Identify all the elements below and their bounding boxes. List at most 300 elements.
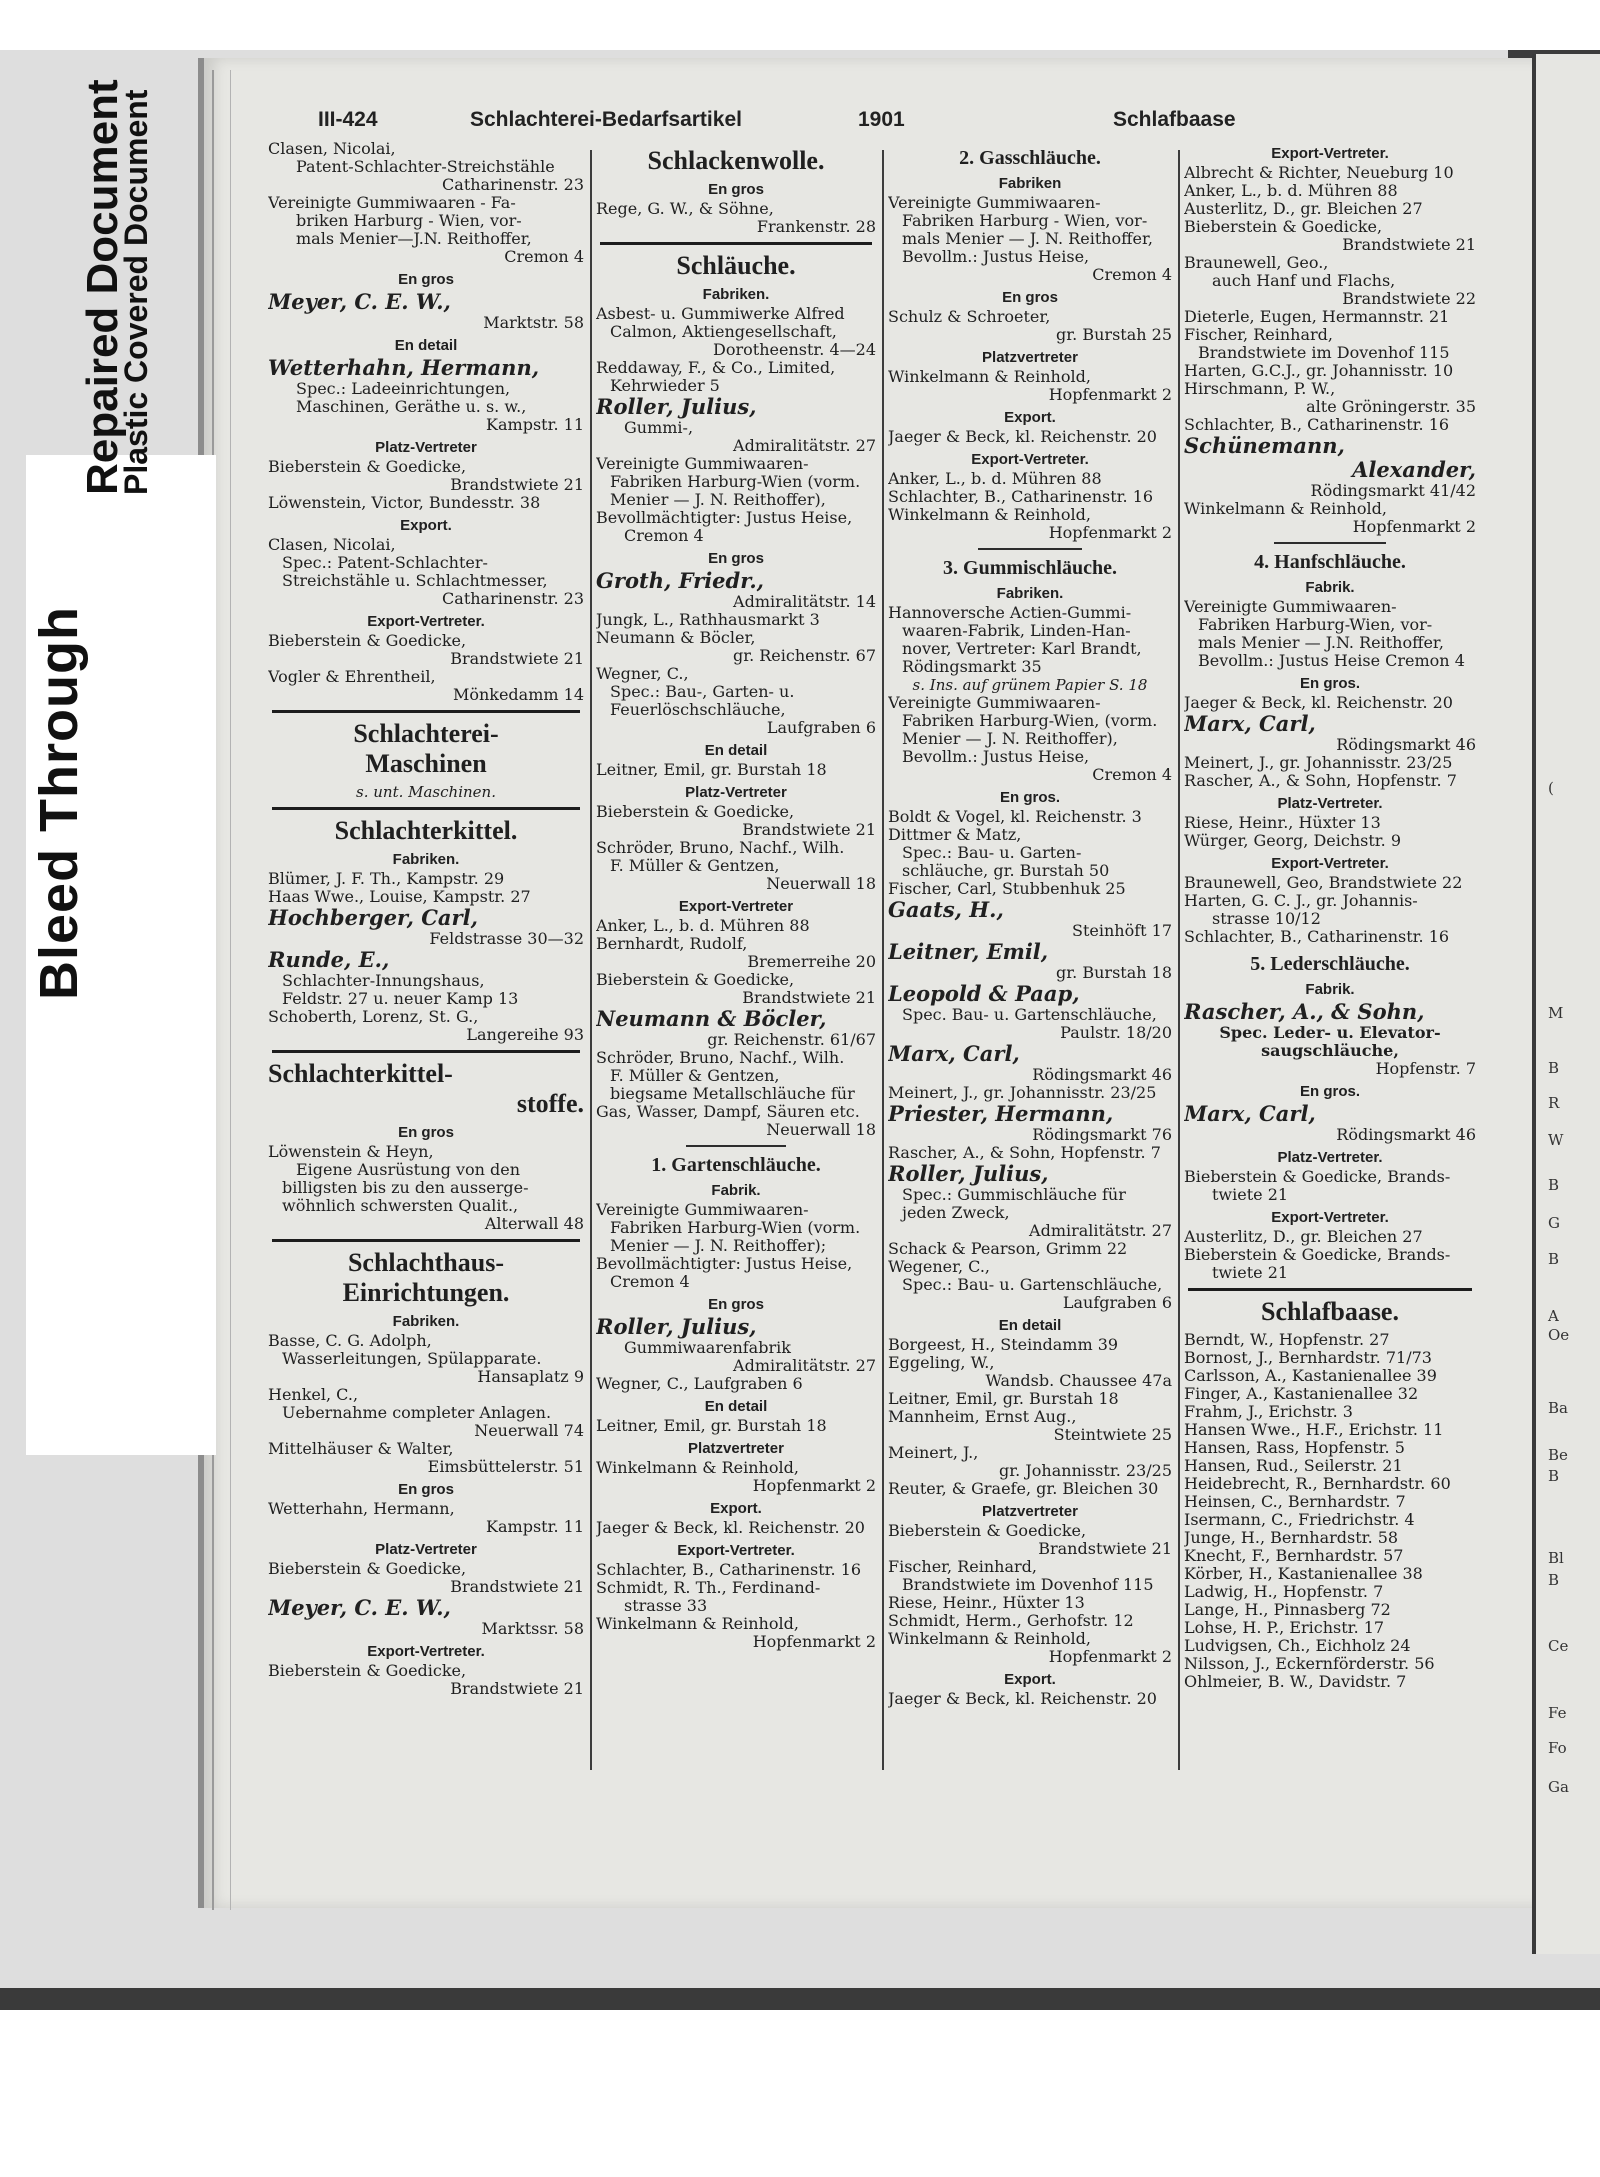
- fragment: (: [1548, 779, 1554, 797]
- highlighted-name: Gaats, H.,: [888, 898, 1004, 922]
- entry-line: Bieberstein & Goedicke,: [268, 1560, 467, 1578]
- entry-line: briken Harburg - Wien, vor-: [296, 212, 522, 230]
- entry-line: Brandstwiete 21: [742, 821, 876, 839]
- entry-line: Clasen, Nicolai,: [268, 140, 396, 158]
- entry-line: Bieberstein & Goedicke,: [268, 458, 467, 476]
- entry-line: Reuter, & Graefe, gr. Bleichen 30: [888, 1480, 1159, 1498]
- subheading: En gros: [1002, 289, 1058, 306]
- entry-line: Leitner, Emil, gr. Burstah 18: [596, 1417, 827, 1435]
- entry-line: Patent-Schlachter-Streichstähle: [296, 158, 555, 176]
- entry-line: Bieberstein & Goedicke,: [268, 632, 467, 650]
- entry-line: Brandstwiete 21: [450, 476, 584, 494]
- entry-line: biegsame Metallschläuche für: [610, 1085, 855, 1103]
- highlighted-name: Wetterhahn, Hermann,: [268, 356, 540, 380]
- entry-line: Brandstwiete 21: [742, 989, 876, 1007]
- entry-line: Bevollm.: Justus Heise,: [902, 748, 1090, 766]
- entry-line: Berndt, W., Hopfenstr. 27: [1184, 1331, 1390, 1349]
- entry-line: mals Menier—J.N. Reithoffer,: [296, 230, 532, 248]
- entry-line: gr. Johannisstr. 23/25: [999, 1462, 1172, 1480]
- entry-line: Fabriken Harburg-Wien, vor-: [1198, 616, 1433, 634]
- entry-line: Löwenstein & Heyn,: [268, 1143, 434, 1161]
- entry-line: Streichstähle u. Schlachtmesser,: [282, 572, 548, 590]
- entry-line: Wegner, C.,: [596, 665, 689, 683]
- entry-line: Catharinenstr. 23: [442, 176, 584, 194]
- section-heading: stoffe.: [516, 1089, 584, 1118]
- highlighted-name: Leopold & Paap,: [888, 982, 1080, 1006]
- entry-line: gr. Burstah 25: [1056, 326, 1172, 344]
- subheading: Export-Vertreter.: [1271, 1209, 1389, 1226]
- section-heading: 4. Hanfschläuche.: [1254, 551, 1406, 573]
- fragment: B: [1548, 1059, 1560, 1077]
- label-plastic-covered: Plastic Covered Document: [118, 89, 154, 495]
- subheading: En gros: [708, 550, 764, 567]
- entry-line: Würger, Georg, Deichstr. 9: [1184, 832, 1402, 850]
- entry-line: Hopfenmarkt 2: [1048, 1648, 1172, 1666]
- entry-line: Hansen, Rud., Seilerstr. 21: [1184, 1457, 1403, 1475]
- section-heading: 5. Lederschläuche.: [1250, 953, 1410, 975]
- subheading: Fabriken.: [996, 585, 1064, 602]
- entry-line: Schröder, Bruno, Nachf., Wilh.: [596, 1049, 845, 1067]
- entry-line: Paulstr. 18/20: [1060, 1024, 1172, 1042]
- entry-line: Laufgraben 6: [1062, 1294, 1172, 1312]
- entry-line: Rege, G. W., & Söhne,: [596, 200, 774, 218]
- subheading: Fabrik.: [711, 1182, 761, 1199]
- entry-line: Schulz & Schroeter,: [888, 308, 1051, 326]
- highlighted-name: Roller, Julius,: [596, 395, 757, 419]
- entry-line: Vereinigte Gummiwaaren-: [888, 694, 1101, 712]
- highlighted-name: Marx, Carl,: [1184, 712, 1316, 736]
- entry-line: Hansen Wwe., H.F., Erichstr. 11: [1184, 1421, 1444, 1439]
- entry-line: Leitner, Emil, gr. Burstah 18: [888, 1390, 1119, 1408]
- entry-line: Anker, L., b. d. Mühren 88: [1184, 182, 1398, 200]
- entry-line: Brandstwiete 21: [450, 650, 584, 668]
- entry-line: Brandstwiete im Dovenhof 115: [902, 1576, 1154, 1594]
- entry-line: twiete 21: [1212, 1186, 1289, 1204]
- entry-line: Anker, L., b. d. Mühren 88: [596, 917, 810, 935]
- entry-line: Winkelmann & Reinhold,: [888, 368, 1091, 386]
- section-rule: [272, 807, 580, 810]
- entry-line: Austerlitz, D., gr. Bleichen 27: [1184, 200, 1423, 218]
- entry-line: Lohse, H. P., Erichstr. 17: [1184, 1619, 1385, 1637]
- subheading: En detail: [394, 337, 458, 354]
- subheading: En gros.: [1299, 675, 1360, 692]
- entry-line: Meinert, J., gr. Johannisstr. 23/25: [1184, 754, 1453, 772]
- section-heading: Schlachterkittel-: [268, 1059, 453, 1088]
- entry-line: Bremerreihe 20: [747, 953, 876, 971]
- entry-line: Rödingsmarkt 46: [1336, 736, 1476, 754]
- column-4: [1184, 140, 1476, 1691]
- entry-line: mals Menier — J.N. Reithoffer,: [1198, 634, 1444, 652]
- entry-line: Reddaway, F., & Co., Limited,: [596, 359, 836, 377]
- entry-line: Haas Wwe., Louise, Kampstr. 27: [268, 888, 531, 906]
- entry-line: Fischer, Reinhard,: [1184, 326, 1333, 344]
- entry-line: gr. Burstah 18: [1056, 964, 1172, 982]
- subheading: En gros: [398, 1481, 454, 1498]
- column-rule: [882, 150, 884, 1770]
- entry-line: Bieberstein & Goedicke,: [596, 971, 795, 989]
- entry-line: Schoberth, Lorenz, St. G.,: [268, 1008, 479, 1026]
- entry-line: Dittmer & Matz,: [888, 826, 1022, 844]
- entry-line: Neuerwall 18: [766, 875, 876, 893]
- subheading: Platz-Vertreter.: [1277, 795, 1383, 812]
- entry-line: Schlachter, B., Catharinenstr. 16: [596, 1561, 862, 1579]
- entry-line: F. Müller & Gentzen,: [610, 857, 780, 875]
- fragment: Fe: [1548, 1704, 1567, 1722]
- subheading: En gros.: [999, 789, 1060, 806]
- entry-line: Steinhöft 17: [1071, 922, 1172, 940]
- entry-line: Bieberstein & Goedicke,: [596, 803, 795, 821]
- section-rule: [1188, 1288, 1472, 1291]
- entry-line: Braunewell, Geo.,: [1184, 254, 1329, 272]
- entry-line: Schröder, Bruno, Nachf., Wilh.: [596, 839, 845, 857]
- entry-line: Alterwall 48: [484, 1215, 584, 1233]
- entry-line: Bevollmächtigter: Justus Heise,: [596, 1255, 853, 1273]
- entry-line: Winkelmann & Reinhold,: [888, 506, 1091, 524]
- entry-line: Admiralitätstr. 27: [733, 1357, 876, 1375]
- entry-line: F. Müller & Gentzen,: [610, 1067, 780, 1085]
- entry-line: Eggeling, W.,: [888, 1354, 995, 1372]
- entry-line: Admiralitätstr. 27: [733, 437, 876, 455]
- entry-line: Jaeger & Beck, kl. Reichenstr. 20: [1184, 694, 1453, 712]
- entry-line: Riese, Heinr., Hüxter 13: [1184, 814, 1381, 832]
- entry-line: Schlachter, B., Catharinenstr. 16: [1184, 416, 1450, 434]
- subheading: Export.: [400, 517, 452, 534]
- section-rule: [1274, 542, 1386, 544]
- subheading: Export-Vertreter.: [367, 613, 485, 630]
- entry-line: Löwenstein, Victor, Bundesstr. 38: [268, 494, 541, 512]
- entry-line: Clasen, Nicolai,: [268, 536, 396, 554]
- fragment: B: [1548, 1176, 1560, 1194]
- highlighted-name: Meyer, C. E. W.,: [268, 1596, 451, 1620]
- entry-line: Cremon 4: [624, 527, 704, 545]
- entry-line: billigsten bis zu den ausserge-: [282, 1179, 529, 1197]
- fragment: Bl: [1548, 1549, 1564, 1567]
- entry-line: Bieberstein & Goedicke,: [1184, 218, 1383, 236]
- entry-line: Bieberstein & Goedicke,: [268, 1662, 467, 1680]
- entry-line: Hansen, Rass, Hopfenstr. 5: [1184, 1439, 1405, 1457]
- entry-line: Catharinenstr. 23: [442, 590, 584, 608]
- entry-line: Bieberstein & Goedicke, Brands-: [1184, 1246, 1451, 1264]
- cross-reference: s. unt. Maschinen.: [356, 783, 496, 801]
- entry-line: Meinert, J.,: [888, 1444, 979, 1462]
- entry-line: Ludvigsen, Ch., Eichholz 24: [1184, 1637, 1411, 1655]
- entry-line: Menier — J. N. Reithoffer),: [902, 730, 1118, 748]
- entry-line: Blümer, J. F. Th., Kampstr. 29: [268, 870, 505, 888]
- entry-line: Wetterhahn, Hermann,: [268, 1500, 455, 1518]
- subheading: Export.: [710, 1500, 762, 1517]
- entry-line: Calmon, Aktiengesellschaft,: [610, 323, 837, 341]
- entry-line: Braunewell, Geo, Brandstwiete 22: [1184, 874, 1463, 892]
- subheading: En detail: [998, 1317, 1062, 1334]
- entry-line: Vereinigte Gummiwaaren-: [596, 455, 809, 473]
- entry-line: Hopfenmarkt 2: [752, 1477, 876, 1495]
- subheading: Export-Vertreter.: [367, 1643, 485, 1660]
- entry-line: Asbest- u. Gummiwerke Alfred: [596, 305, 845, 323]
- subheading: Export-Vertreter: [678, 898, 794, 915]
- entry-line: Fabriken Harburg-Wien (vorm.: [610, 1219, 861, 1237]
- entry-line: Rödingsmarkt 46: [1032, 1066, 1172, 1084]
- entry-line: Neuerwall 18: [766, 1121, 876, 1139]
- fragment: B: [1548, 1571, 1560, 1589]
- fragment: W: [1548, 1131, 1564, 1149]
- entry-line: Carlsson, A., Kastanienallee 39: [1184, 1367, 1437, 1385]
- entry-line: Dieterle, Eugen, Hermannstr. 21: [1184, 308, 1450, 326]
- subheading: Export-Vertreter.: [971, 451, 1089, 468]
- entry-line: Brandstwiete 21: [450, 1680, 584, 1698]
- entry-line: Steintwiete 25: [1053, 1426, 1172, 1444]
- entry-line: Wandsb. Chaussee 47a: [985, 1372, 1172, 1390]
- entry-line: Brandstwiete 21: [1038, 1540, 1172, 1558]
- entry-line: Hopfenmarkt 2: [1352, 518, 1476, 536]
- highlighted-name: Marx, Carl,: [1184, 1102, 1316, 1126]
- entry-line: Eimsbüttelerstr. 51: [427, 1458, 584, 1476]
- entry-line: Jungk, L., Rathhausmarkt 3: [596, 611, 820, 629]
- entry-line: Marktstr. 58: [483, 314, 584, 332]
- entry-line: Spec.: Bau- u. Gartenschläuche,: [902, 1276, 1163, 1294]
- entry-line: Rödingsmarkt 41/42: [1310, 482, 1476, 500]
- section-title: Schlachterei-Bedarfsartikel: [470, 108, 742, 131]
- entry-line: Fabriken Harburg-Wien (vorm.: [610, 473, 861, 491]
- highlighted-name: Rascher, A., & Sohn,: [1184, 1000, 1425, 1024]
- entry-line: Hopfenstr. 7: [1375, 1060, 1476, 1078]
- entry-line: Fischer, Reinhard,: [888, 1558, 1037, 1576]
- entry-line: Bieberstein & Goedicke,: [888, 1522, 1087, 1540]
- entry-line: Bieberstein & Goedicke, Brands-: [1184, 1168, 1451, 1186]
- entry-line: Fabriken Harburg - Wien, vor-: [902, 212, 1148, 230]
- entry-line: Borgeest, H., Steindamm 39: [888, 1336, 1119, 1354]
- entry-line: Isermann, C., Friedrichstr. 4: [1184, 1511, 1415, 1529]
- section-rule: [272, 1050, 580, 1053]
- section-heading: 1. Gartenschläuche.: [651, 1154, 821, 1176]
- entry-line: Jaeger & Beck, kl. Reichenstr. 20: [888, 1690, 1157, 1708]
- subheading: En gros: [708, 1296, 764, 1313]
- subheading: En gros: [398, 1124, 454, 1141]
- entry-line: Vereinigte Gummiwaaren-: [1184, 598, 1397, 616]
- entry-line: Brandstwiete im Dovenhof 115: [1198, 344, 1450, 362]
- entry-line: Lange, H., Pinnasberg 72: [1184, 1601, 1391, 1619]
- highlighted-name: Roller, Julius,: [596, 1315, 757, 1339]
- label-bleed-through: Bleed Through: [29, 606, 89, 1000]
- entry-line: Hirschmann, P. W.,: [1184, 380, 1336, 398]
- highlighted-name: Leitner, Emil,: [888, 940, 1049, 964]
- entry-line: Frahm, J., Erichstr. 3: [1184, 1403, 1353, 1421]
- highlighted-name: Groth, Friedr.,: [596, 569, 764, 593]
- entry-line: Feuerlöschschläuche,: [610, 701, 786, 719]
- entry-line: waaren-Fabrik, Linden-Han-: [902, 622, 1131, 640]
- section-rule: [272, 1239, 580, 1242]
- entry-line: Fabriken Harburg-Wien, (vorm.: [902, 712, 1158, 730]
- entry-line: Admiralitätstr. 27: [1029, 1222, 1172, 1240]
- entry-line: Uebernahme completer Anlagen.: [282, 1404, 552, 1422]
- subheading: Fabriken.: [392, 1313, 460, 1330]
- entry-line: twiete 21: [1212, 1264, 1289, 1282]
- highlighted-name: Meyer, C. E. W.,: [268, 290, 451, 314]
- entry-line: Kampstr. 11: [486, 416, 584, 434]
- subheading: En gros: [398, 271, 454, 288]
- entry-line: Ohlmeier, B. W., Davidstr. 7: [1184, 1673, 1407, 1691]
- entry-line: Rödingsmarkt 35: [902, 658, 1042, 676]
- column-3: [888, 140, 1172, 1708]
- entry-line: Cremon 4: [1092, 766, 1172, 784]
- column-1: [268, 140, 584, 1698]
- entry-line: Gummiwaarenfabrik: [624, 1339, 791, 1357]
- entry-line: Spec. Bau- u. Gartenschläuche,: [902, 1006, 1157, 1024]
- entry-line: Hopfenmarkt 2: [1048, 524, 1172, 542]
- fragment: Be: [1548, 1446, 1568, 1464]
- entry-line: Cremon 4: [610, 1273, 690, 1291]
- entry-line: schläuche, gr. Burstah 50: [902, 862, 1110, 880]
- entry-line: Meinert, J., gr. Johannisstr. 23/25: [888, 1084, 1157, 1102]
- entry-line: Rödingsmarkt 76: [1032, 1126, 1172, 1144]
- subheading: Platz-Vertreter.: [1277, 1149, 1383, 1166]
- entry-line: Spec.: Bau-, Garten- u.: [610, 683, 795, 701]
- entry-line: Admiralitätstr. 14: [733, 593, 876, 611]
- entry-line: Cremon 4: [1092, 266, 1172, 284]
- subheading: Platz-Vertreter: [685, 784, 787, 801]
- entry-line: Körber, H., Kastanienallee 38: [1184, 1565, 1423, 1583]
- entry-line: Neumann & Böcler,: [596, 629, 756, 647]
- entry-line: Wegner, C., Laufgraben 6: [596, 1375, 803, 1393]
- entry-line: Schlachter, B., Catharinenstr. 16: [888, 488, 1154, 506]
- entry-line: Leitner, Emil, gr. Burstah 18: [596, 761, 827, 779]
- entry-line: Finger, A., Kastanienallee 32: [1184, 1385, 1419, 1403]
- column-2: [596, 140, 876, 1651]
- entry-line: Cremon 4: [504, 248, 584, 266]
- entry-line: Winkelmann & Reinhold,: [1184, 500, 1387, 518]
- entry-line: Schmidt, R. Th., Ferdinand-: [596, 1579, 821, 1597]
- entry-line: Maschinen, Geräthe u. s. w.,: [296, 398, 527, 416]
- entry-line: Basse, C. G. Adolph,: [268, 1332, 432, 1350]
- entry-line: Schlachter-Innungshaus,: [282, 972, 485, 990]
- entry-line: wöhnlich schwersten Qualit.,: [282, 1197, 519, 1215]
- entry-line: Gas, Wasser, Dampf, Säuren etc.: [596, 1103, 860, 1121]
- highlighted-name: Alexander,: [1352, 458, 1476, 482]
- entry-line: Hansaplatz 9: [477, 1368, 584, 1386]
- bottom-shadow-band: [0, 1988, 1600, 2010]
- entry-line: Menier — J. N. Reithoffer),: [610, 491, 826, 509]
- section-heading: Schlachthaus-: [347, 1248, 505, 1277]
- section-heading: 3. Gummischläuche.: [943, 557, 1117, 579]
- highlighted-name: Schünemann,: [1184, 434, 1345, 458]
- subheading: En gros: [708, 181, 764, 198]
- entry-line: Schack & Pearson, Grimm 22: [888, 1240, 1128, 1258]
- entry-line: gr. Reichenstr. 61/67: [707, 1031, 876, 1049]
- entry-line: nover, Vertreter: Karl Brandt,: [902, 640, 1142, 658]
- section-heading: Schlachterei-: [353, 719, 499, 748]
- subheading: Export.: [1004, 409, 1056, 426]
- entry-line: Spec.: Patent-Schlachter-: [282, 554, 488, 572]
- entry-line: Riese, Heinr., Hüxter 13: [888, 1594, 1085, 1612]
- entry-line: saugschläuche,: [1261, 1042, 1399, 1060]
- section-heading: Maschinen: [365, 749, 487, 778]
- entry-line: strasse 10/12: [1212, 910, 1321, 928]
- subheading: Export.: [1004, 1671, 1056, 1688]
- fragment: G: [1548, 1214, 1560, 1232]
- entry-line: Langereihe 93: [466, 1026, 584, 1044]
- entry-line: Nilsson, J., Eckernförderstr. 56: [1184, 1655, 1435, 1673]
- entry-line: Jaeger & Beck, kl. Reichenstr. 20: [888, 428, 1157, 446]
- highlighted-name: Hochberger, Carl,: [268, 906, 478, 930]
- entry-line: Jaeger & Beck, kl. Reichenstr. 20: [596, 1519, 865, 1537]
- entry-line: Rascher, A., & Sohn, Hopfenstr. 7: [888, 1144, 1161, 1162]
- entry-line: Spec.: Gummischläuche für: [902, 1186, 1126, 1204]
- entry-line: Spec.: Ladeeinrichtungen,: [296, 380, 511, 398]
- entry-line: Bornost, J., Bernhardstr. 71/73: [1184, 1349, 1432, 1367]
- entry-line: Vereinigte Gummiwaaren-: [596, 1201, 809, 1219]
- page-number: III-424: [318, 108, 378, 131]
- column-rule: [590, 150, 592, 1770]
- entry-line: Albrecht & Richter, Neueburg 10: [1184, 164, 1454, 182]
- entry-line: Boldt & Vogel, kl. Reichenstr. 3: [888, 808, 1142, 826]
- entry-line: Rödingsmarkt 46: [1336, 1126, 1476, 1144]
- entry-line: Mannheim, Ernst Aug.,: [888, 1408, 1077, 1426]
- entry-line: Rascher, A., & Sohn, Hopfenstr. 7: [1184, 772, 1457, 790]
- entry-line: Austerlitz, D., gr. Bleichen 27: [1184, 1228, 1423, 1246]
- entry-line: Fischer, Carl, Stubbenhuk 25: [888, 880, 1126, 898]
- entry-line: gr. Reichenstr. 67: [732, 647, 876, 665]
- entry-line: Harten, G. C. J., gr. Johannis-: [1184, 892, 1418, 910]
- entry-line: Marktssr. 58: [481, 1620, 584, 1638]
- section-rule: [600, 242, 872, 245]
- fragment: Fo: [1548, 1739, 1567, 1757]
- fragment: M: [1548, 1004, 1564, 1022]
- highlighted-name: Roller, Julius,: [888, 1162, 1049, 1186]
- entry-line: Harten, G.C.J., gr. Johannisstr. 10: [1184, 362, 1454, 380]
- section-heading: Schlachterkittel.: [334, 816, 518, 845]
- highlighted-name: Neumann & Böcler,: [596, 1007, 827, 1031]
- section-heading: Schläuche.: [676, 251, 796, 280]
- highlighted-name: Priester, Hermann,: [888, 1102, 1114, 1126]
- entry-line: Brandstwiete 21: [450, 1578, 584, 1596]
- entry-line: Wegener, C.,: [888, 1258, 990, 1276]
- subheading: Platz-Vertreter: [375, 439, 477, 456]
- entry-line: jeden Zweck,: [902, 1204, 1010, 1222]
- subheading: Fabrik.: [1305, 579, 1355, 596]
- entry-line: Vogler & Ehrentheil,: [268, 668, 436, 686]
- entry-line: Schlachter, B., Catharinenstr. 16: [1184, 928, 1450, 946]
- entry-line: Laufgraben 6: [766, 719, 876, 737]
- entry-line: Wasserleitungen, Spülapparate.: [282, 1350, 542, 1368]
- label-repaired-document: Repaired Document: [78, 79, 127, 495]
- highlighted-name: Marx, Carl,: [888, 1042, 1020, 1066]
- fragment: Oe: [1548, 1326, 1570, 1344]
- entry-line: Bernhardt, Rudolf,: [596, 935, 748, 953]
- section-heading: Schlackenwolle.: [647, 146, 825, 175]
- entry-line: Knecht, F., Bernhardstr. 57: [1184, 1547, 1404, 1565]
- subheading: Fabrik.: [1305, 981, 1355, 998]
- header-keyword: Schlafbaase: [1113, 108, 1236, 131]
- fragment: Ga: [1548, 1778, 1569, 1796]
- subheading: Fabriken: [998, 175, 1062, 192]
- insert-reference: s. Ins. auf grünem Papier S. 18: [912, 676, 1148, 694]
- section-heading: Schlafbaase.: [1261, 1297, 1399, 1326]
- entry-line: Winkelmann & Reinhold,: [888, 1630, 1091, 1648]
- fragment: B: [1548, 1467, 1560, 1485]
- entry-line: Vereinigte Gummiwaaren-: [888, 194, 1101, 212]
- entry-line: auch Hanf und Flachs,: [1212, 272, 1396, 290]
- section-heading: 2. Gasschläuche.: [959, 147, 1101, 169]
- entry-line: Kampstr. 11: [486, 1518, 584, 1536]
- subheading: En detail: [704, 742, 768, 759]
- column-rule: [1178, 150, 1180, 1770]
- highlighted-name: Runde, E.,: [268, 948, 390, 972]
- subheading: Platzvertreter: [982, 349, 1078, 366]
- subheading: Platz-Vertreter: [375, 1541, 477, 1558]
- subheading: En detail: [704, 1398, 768, 1415]
- entry-line: Mönkedamm 14: [452, 686, 584, 704]
- entry-line: Heidebrecht, R., Bernhardstr. 60: [1184, 1475, 1451, 1493]
- entry-line: Feldstr. 27 u. neuer Kamp 13: [282, 990, 519, 1008]
